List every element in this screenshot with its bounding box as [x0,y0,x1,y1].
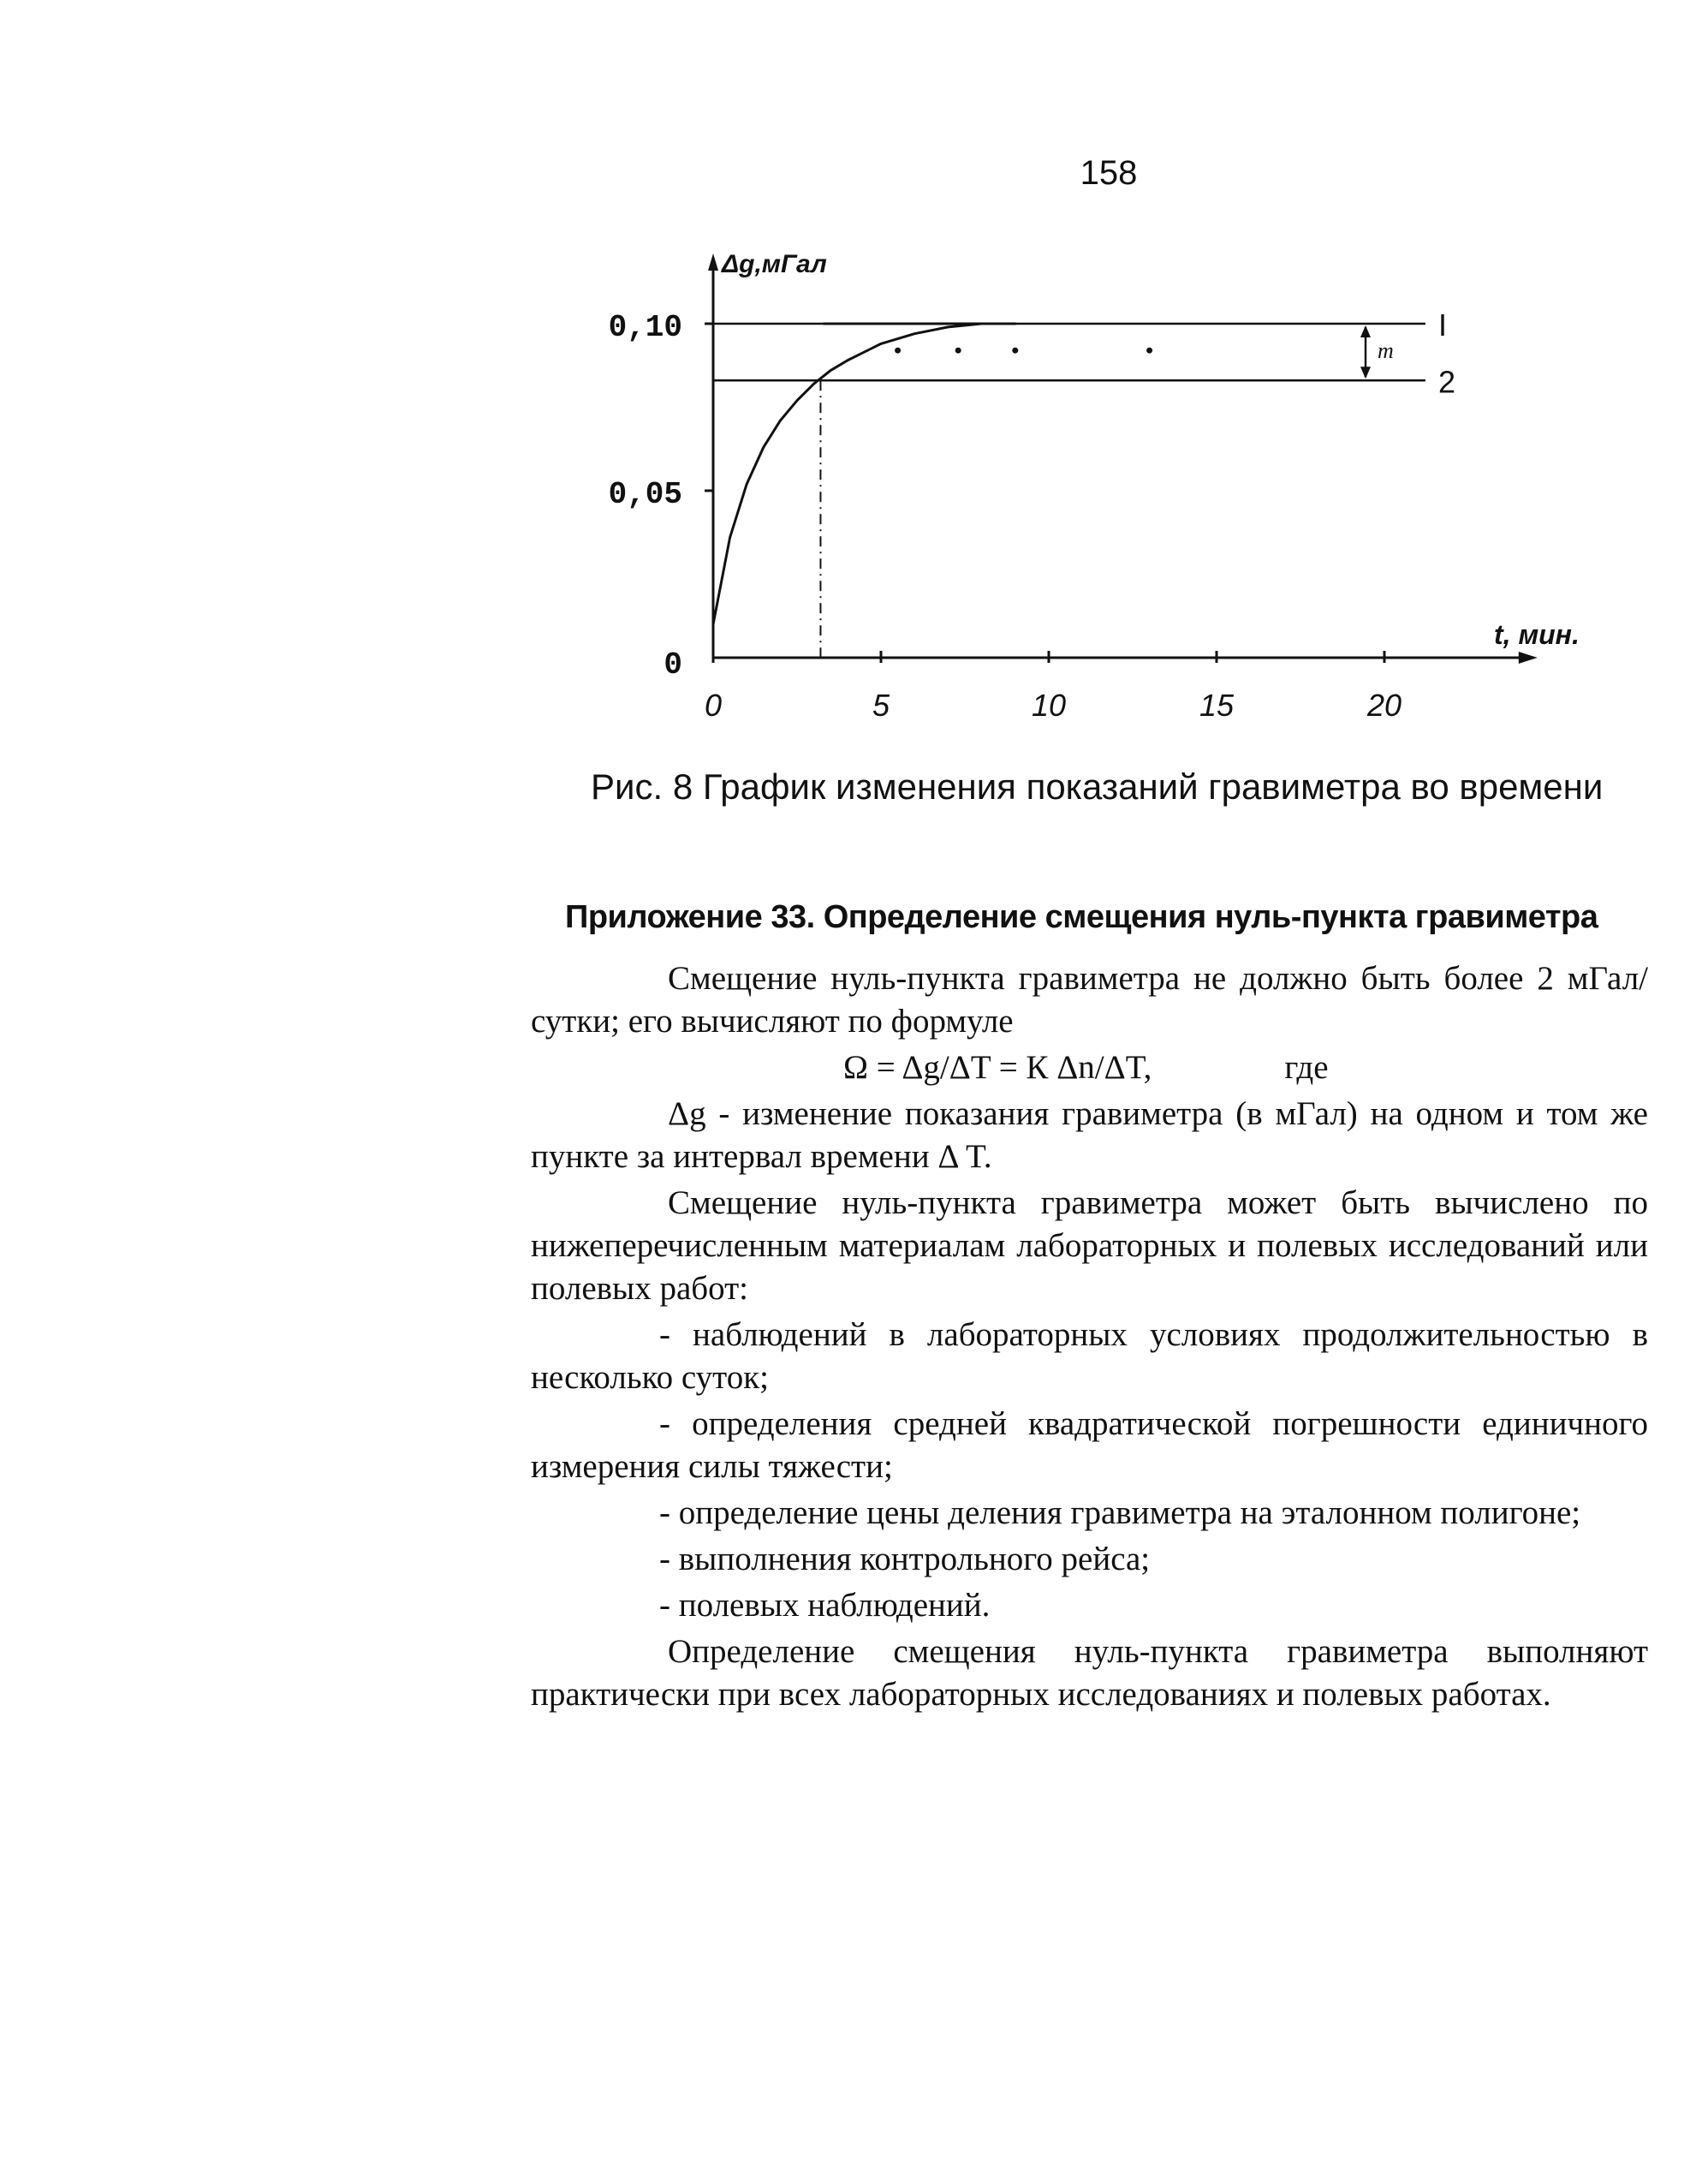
page-number: 158 [1080,154,1138,192]
figure-caption: Рис. 8 График изменения показаний гравиметра во времени [591,766,1604,807]
section-body [531,957,1648,1720]
section-title: Приложение 33. Определение смещения нуль-пункта гравиметра [565,899,1598,935]
list-item: - полевых наблюдений. [659,1587,991,1624]
y-axis-label: Δg,мГал [722,250,827,278]
x-tick-label: 0 [704,688,723,723]
y-axis-arrow [708,253,718,271]
data-point [1012,348,1018,354]
chart-labels [609,250,1580,723]
x-axis-arrow [1519,652,1538,664]
data-series [713,324,1152,624]
paragraph-3: Смещение нуль-пункта гравиметра может быть вычислено по нижеперечисленным материалам лабораторных и полевых исследований или полевых работ: [531,1184,1648,1307]
reference-line-label: 2 [1438,364,1456,400]
reference-line-label: I [1438,307,1448,343]
x-tick-label: 10 [1031,688,1067,723]
x-tick-label: 5 [872,688,890,723]
y-tick-label: 0,10 [608,310,682,345]
list-item: - наблюдений в лабораторных условиях продолжительностью в несколько суток; [531,1316,1648,1396]
formula: Ω = Δg/ΔT = К Δn/ΔT, [843,1049,1152,1086]
list-item: - определение цены деления гравиметра на эталонном полигоне; [659,1494,1581,1531]
paragraph-1: Смещение нуль-пункта гравиметра не должно быть более 2 мГал/сутки; его вычисляют по формуле [531,960,1648,1040]
y-tick-label: 0,05 [608,477,682,512]
m-arrow-top [1360,325,1371,337]
x-tick-label: 20 [1366,688,1402,723]
formula-line [531,1046,1648,1089]
series-line [713,324,1015,624]
m-arrow-bottom [1360,367,1371,379]
x-axis-label: t, мин. [1494,619,1580,650]
paragraph-4: Определение смещения нуль-пункта гравиметра выполняют практически при всех лабораторных исследованиях и полевых работах. [531,1633,1648,1713]
y-tick-label: 0 [664,647,682,683]
m-label: m [1378,338,1394,363]
x-tick-label: 15 [1199,688,1235,723]
formula-where: где [1284,1049,1329,1086]
data-point [955,348,961,354]
chart-axes [705,253,1538,664]
data-point [895,348,901,354]
gravimeter-drift-chart [0,0,1708,771]
list-item: - выполнения контрольного рейса; [659,1541,1151,1577]
list-item: - определения средней квадратической погрешности единичного измерения силы тяжести; [531,1405,1648,1485]
paragraph-2: Δg - изменение показания гравиметра (в мГал) на одном и том же пункте за интервал времени Δ T. [531,1095,1648,1175]
reference-lines [713,324,1425,658]
data-point [1146,348,1152,354]
